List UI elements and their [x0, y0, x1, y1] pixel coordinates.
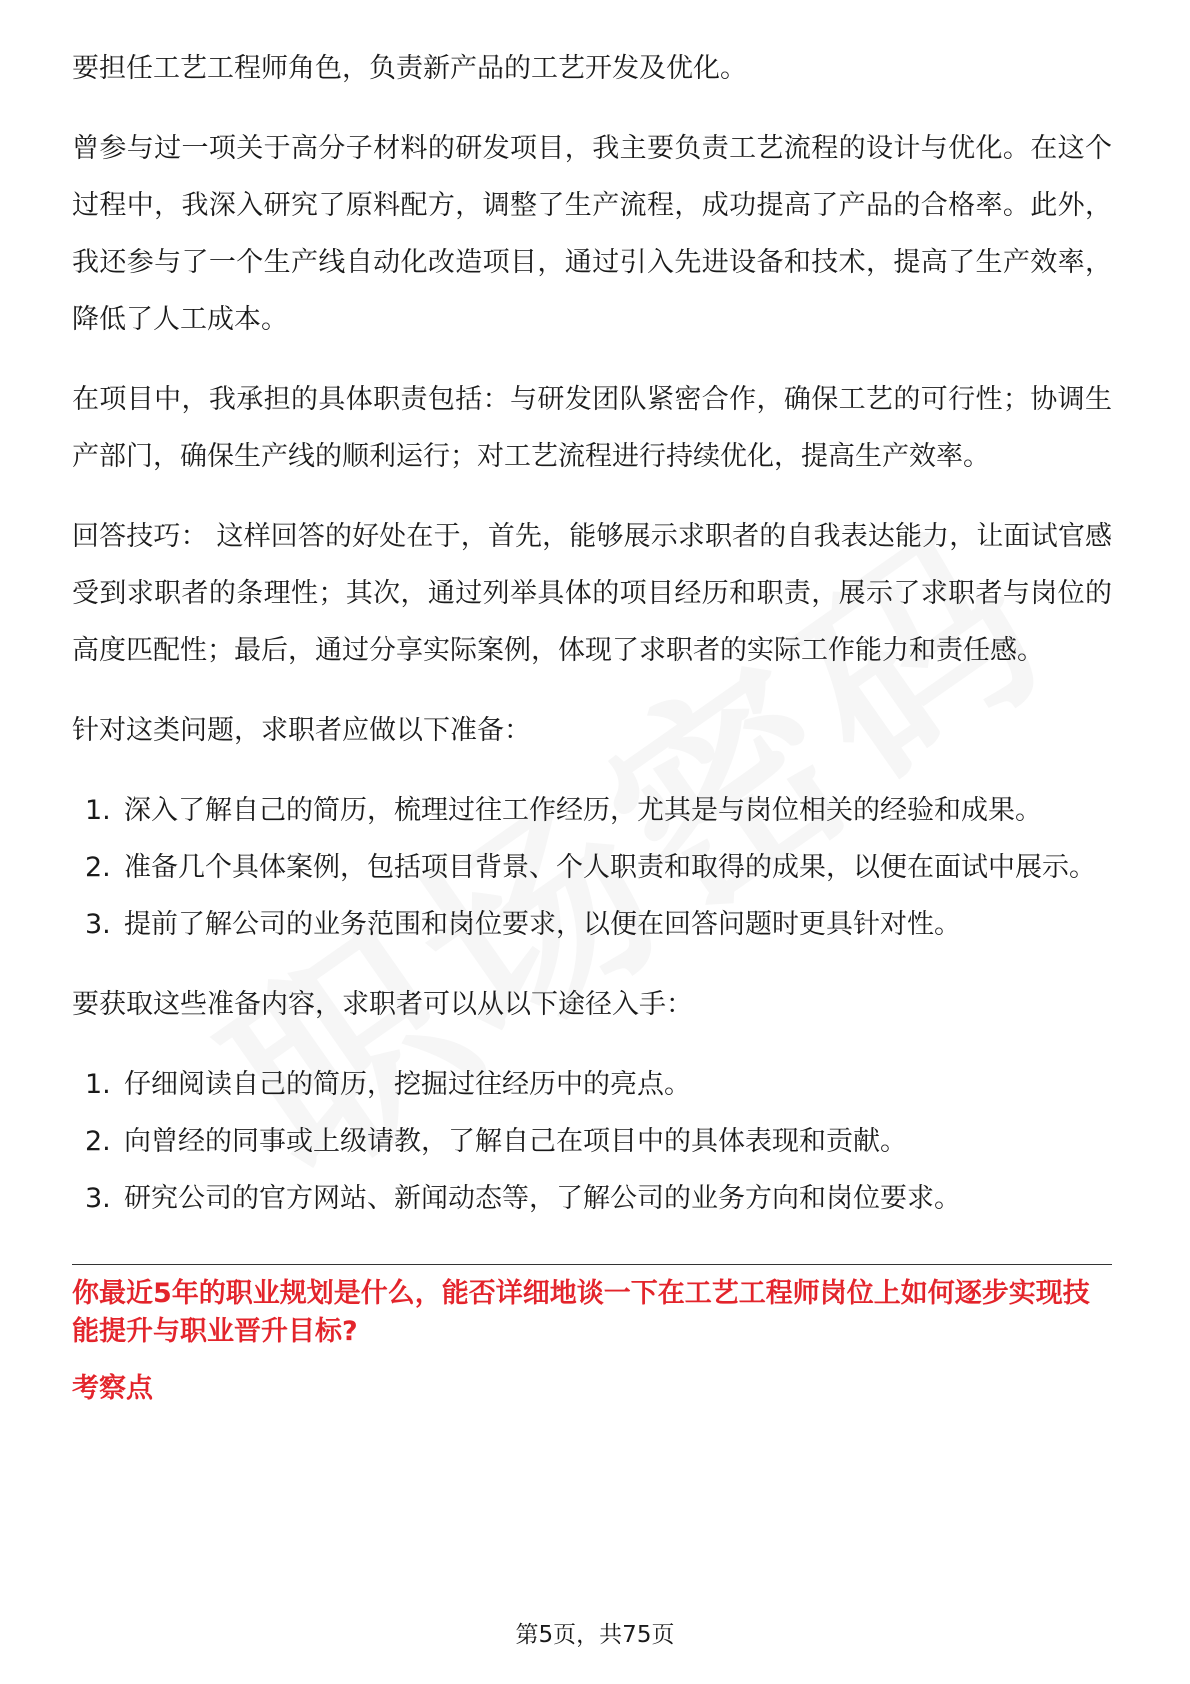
section-divider [72, 1264, 1112, 1265]
section-label-focus: 考察点 [72, 1373, 153, 1404]
list-item [72, 896, 1112, 953]
paragraph-project-experience: 曾参与过一项关于高分子材料的研发项目，我主要负责工艺流程的设计与优化。在这个过程中，我深入研究了原料配方，调整了生产流程，成功提高了产品的合格率。此外，我还参与了一个生产线自动化改造项目，通过引入先进设备和技术，提高了生产效率，降低了人工成本。 [72, 133, 1112, 335]
list-number: 2. [85, 1126, 111, 1157]
list-number: 1. [85, 1069, 111, 1100]
paragraph-answer-tips: 回答技巧： 这样回答的好处在于，首先，能够展示求职者的自我表达能力，让面试官感受到求职者的条理性；其次，通过列举具体的项目经历和职责，展示了求职者与岗位的高度匹配性；最后，通过分享实际案例，体现了求职者的实际工作能力和责任感。 [72, 521, 1112, 666]
paragraph-role: 要担任工艺工程师角色，负责新产品的工艺开发及优化。 [72, 53, 747, 84]
paragraph-sources-intro: 要获取这些准备内容，求职者可以从以下途径入手： [72, 989, 693, 1020]
paragraph-prep-intro: 针对这类问题，求职者应做以下准备： [72, 715, 531, 746]
list-item-text: 深入了解自己的简历，梳理过往工作经历，尤其是与岗位相关的经验和成果。 [124, 795, 1042, 826]
list-item [72, 782, 1112, 839]
list-item-text: 仔细阅读自己的简历，挖掘过往经历中的亮点。 [124, 1069, 691, 1100]
page-number-footer: 第5页，共75页 [515, 1622, 675, 1648]
next-question-heading: 你最近5年的职业规划是什么，能否详细地谈一下在工艺工程师岗位上如何逐步实现技能提升与职业晋升目标? [72, 1278, 1090, 1347]
prep-list [72, 782, 1112, 953]
list-number: 1. [85, 795, 111, 826]
list-item [72, 1056, 1112, 1113]
list-number: 3. [85, 1183, 111, 1214]
list-item [72, 1113, 1112, 1170]
list-item-text: 提前了解公司的业务范围和岗位要求，以便在回答问题时更具针对性。 [124, 909, 961, 940]
list-number: 3. [85, 909, 111, 940]
list-item [72, 839, 1112, 896]
list-item [72, 1170, 1112, 1227]
list-item-text: 研究公司的官方网站、新闻动态等，了解公司的业务方向和岗位要求。 [124, 1183, 961, 1214]
paragraph-responsibilities: 在项目中，我承担的具体职责包括：与研发团队紧密合作，确保工艺的可行性；协调生产部门，确保生产线的顺利运行；对工艺流程进行持续优化，提高生产效率。 [72, 384, 1112, 472]
list-item-text: 准备几个具体案例，包括项目背景、个人职责和取得的成果，以便在面试中展示。 [124, 852, 1096, 883]
sources-list [72, 1056, 1112, 1227]
list-item-text: 向曾经的同事或上级请教，了解自己在项目中的具体表现和贡献。 [124, 1126, 907, 1157]
list-number: 2. [85, 852, 111, 883]
document-body [72, 40, 1112, 1409]
